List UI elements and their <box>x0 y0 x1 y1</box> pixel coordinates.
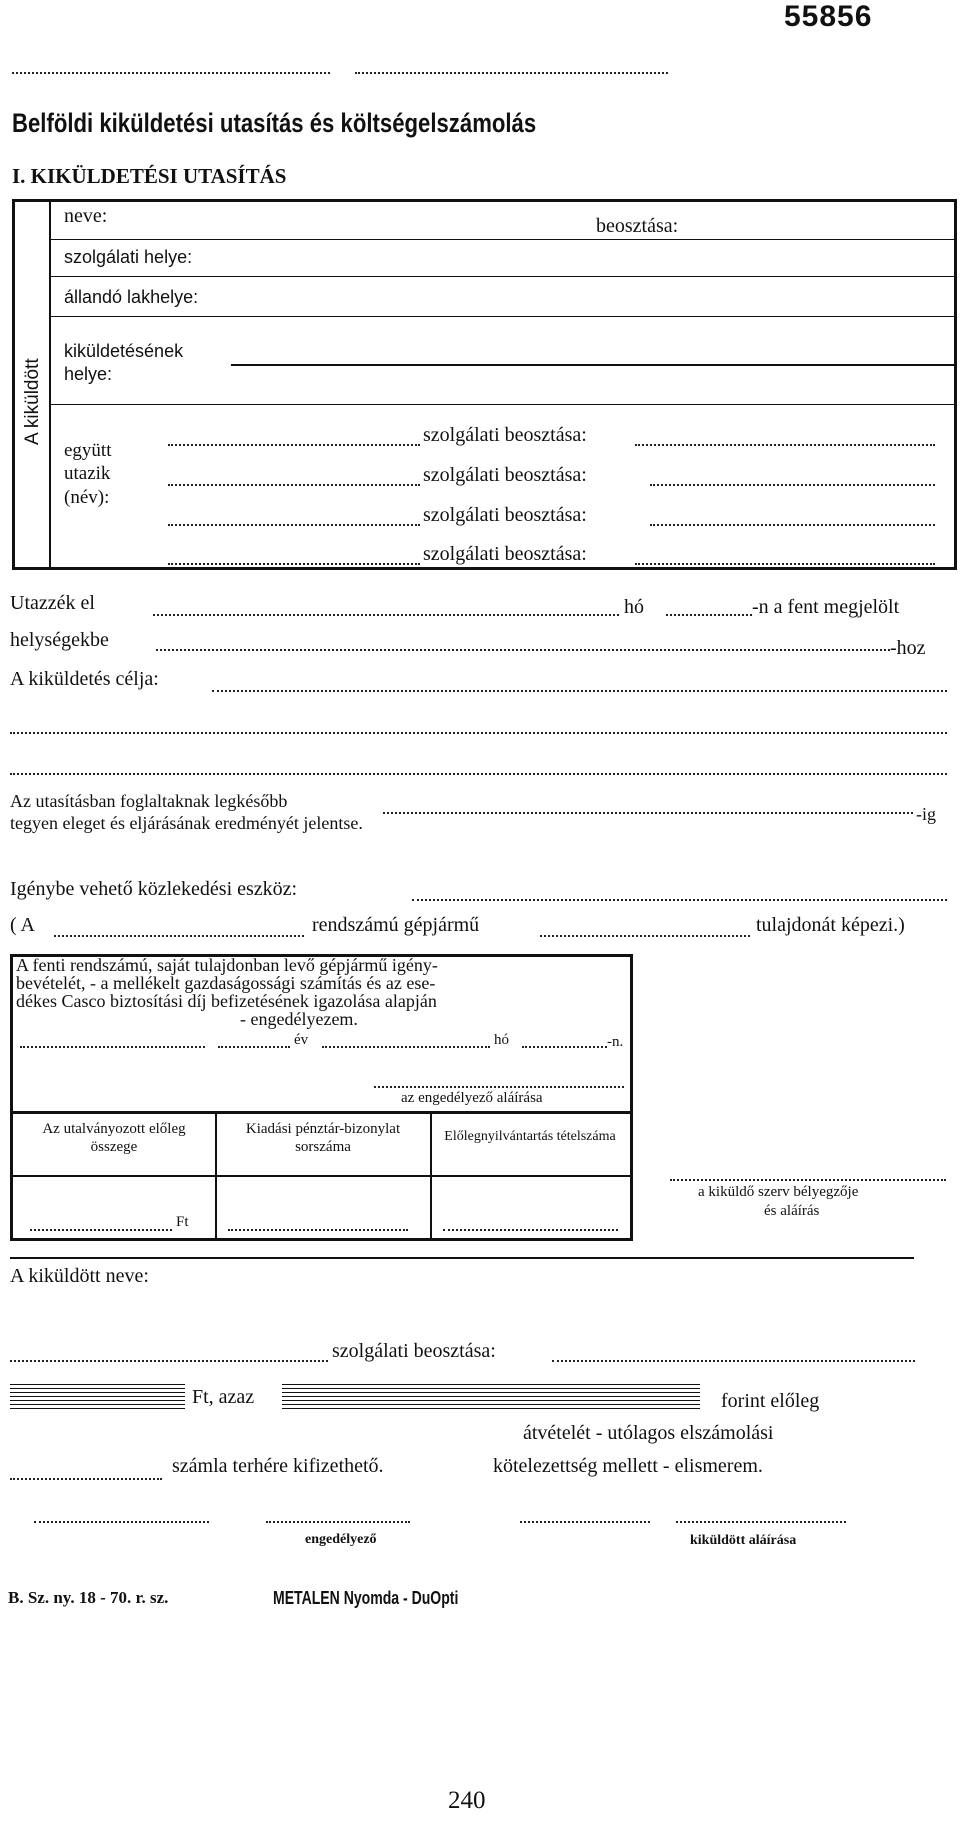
sent-signature-line[interactable] <box>676 1521 846 1523</box>
places-field[interactable] <box>156 649 890 651</box>
companion-name-field[interactable] <box>168 484 420 486</box>
transport-open-paren: ( A <box>10 914 35 936</box>
residence-label: állandó lakhelye: <box>64 287 199 307</box>
page-number: 240 <box>448 1787 486 1814</box>
permission-line-4: - engedélyezem. <box>240 1009 358 1029</box>
section-divider <box>10 1257 914 1259</box>
purpose-field[interactable] <box>212 690 947 692</box>
deadline-field[interactable] <box>383 812 913 814</box>
place-field[interactable] <box>20 1046 205 1048</box>
companion-name-field[interactable] <box>168 524 420 526</box>
companion-position-field[interactable] <box>650 524 935 526</box>
places-label: helységekbe <box>10 629 109 651</box>
deadline-label: Az utasításban foglaltaknak legkésőbb <box>10 791 288 811</box>
signature-field[interactable] <box>520 1521 650 1523</box>
approver-label: engedélyező <box>305 1532 377 1547</box>
advance-amount-header: Az utalványozott előleg összege <box>42 1121 186 1155</box>
service-position-label: szolgálati beosztása: <box>423 424 587 446</box>
deadline-text: tegyen eleget és eljárásának eredményét jelentse. <box>10 813 363 833</box>
month-field[interactable] <box>322 1046 490 1048</box>
transport-label: Igénybe vehető közlekedési eszköz: <box>10 878 298 900</box>
travels-with-label-3: (név): <box>64 487 110 508</box>
go-label: Utazzék el <box>10 592 95 614</box>
month-suffix: hó <box>624 596 644 618</box>
sent-position-label: szolgálati beosztása: <box>332 1340 496 1362</box>
sender-stamp-field[interactable] <box>670 1179 946 1181</box>
ledger-number-header: Előlegnyilvántartás tételszáma <box>444 1129 616 1144</box>
form-title: Belföldi kiküldetési utasítás és költségelszámolás <box>12 108 537 138</box>
day-field[interactable] <box>522 1046 607 1048</box>
sent-name-label: A kiküldött neve: <box>10 1265 149 1287</box>
travels-with-label-1: együtt <box>64 440 112 461</box>
section-title: I. KIKÜLDETÉSI UTASÍTÁS <box>12 164 287 188</box>
accept-label: átvételét - utólagos elszámolási <box>523 1422 774 1444</box>
sent-position-field[interactable] <box>552 1360 915 1362</box>
day-field[interactable] <box>666 614 752 616</box>
print-code: B. Sz. ny. 18 - 70. r. sz. <box>8 1588 169 1607</box>
day-suffix: -n a fent megjelölt <box>752 596 900 618</box>
ledger-number-field[interactable] <box>443 1229 618 1231</box>
position-label: beosztása: <box>596 215 679 237</box>
printer-name: METALEN Nyomda - DuOpti <box>273 1588 459 1608</box>
sent-signature-label: kiküldött aláírása <box>690 1533 797 1548</box>
row-divider <box>51 404 954 405</box>
sender-stamp-label-1: a kiküldő szerv bélyegzője <box>698 1184 859 1200</box>
service-position-label: szolgálati beosztása: <box>423 504 587 526</box>
deadline-suffix: -ig <box>916 804 936 824</box>
permission-line-2: bevételét, - a mellékelt gazdaságossági számítás és az ese- <box>16 973 436 993</box>
permission-line-1: A fenti rendszámú, saját tulajdonban levő gépjármű igény- <box>16 955 438 975</box>
permission-line-3: dékes Casco biztosítási díj befizetésének igazolása alapján <box>16 991 437 1011</box>
destination-label-2: helye: <box>64 364 113 384</box>
box-left-border <box>12 199 15 570</box>
signature-field[interactable] <box>34 1521 209 1523</box>
purpose-field[interactable] <box>10 732 947 734</box>
companion-position-field[interactable] <box>650 484 935 486</box>
approver-signature-label: az engedélyező aláírása <box>401 1090 543 1106</box>
receipt-number-field[interactable] <box>228 1229 408 1231</box>
companion-position-field[interactable] <box>635 563 935 565</box>
approver-signature-field[interactable] <box>374 1086 624 1088</box>
sender-stamp-label-2: és aláírás <box>764 1203 820 1219</box>
purpose-field[interactable] <box>10 773 947 775</box>
box-bottom-border <box>12 567 956 570</box>
forint-label: forint előleg <box>721 1390 820 1412</box>
row-divider <box>51 239 954 240</box>
account-label: számla terhére kifizethető. <box>172 1455 384 1477</box>
row-divider <box>51 276 954 277</box>
currency-label: Ft <box>176 1214 189 1230</box>
day-label: -n. <box>607 1034 624 1050</box>
month-label: hó <box>494 1032 509 1048</box>
purpose-label: A kiküldetés célja: <box>10 668 159 690</box>
destination-line[interactable] <box>231 364 954 366</box>
date-field[interactable] <box>153 614 619 616</box>
row-divider <box>51 316 954 317</box>
to-suffix: -hoz <box>890 637 926 659</box>
destination-label-1: kiküldetésének <box>64 341 184 361</box>
sent-name-field[interactable] <box>10 1360 328 1362</box>
table-row-divider <box>10 1175 633 1177</box>
box-top-border <box>12 199 956 202</box>
side-column-border <box>49 199 51 570</box>
service-position-label: szolgálati beosztása: <box>423 543 587 565</box>
receipt-number-header: Kiadási pénztár-bizonylat sorszáma <box>245 1121 401 1155</box>
workplace-label: szolgálati helye: <box>64 247 193 267</box>
owner-label: tulajdonát képezi.) <box>756 914 905 936</box>
plate-label: rendszámú gépjármű <box>312 914 480 936</box>
amount-number-field[interactable] <box>10 1384 185 1410</box>
obligation-label: kötelezettség mellett - elismerem. <box>493 1455 763 1477</box>
plate-number-field[interactable] <box>54 935 304 937</box>
year-field[interactable] <box>218 1046 290 1048</box>
companion-name-field[interactable] <box>168 563 420 565</box>
travels-with-label-2: utazik <box>64 463 111 484</box>
owner-field[interactable] <box>540 935 750 937</box>
header-dotted-line[interactable] <box>12 72 330 74</box>
transport-field[interactable] <box>412 899 947 901</box>
advance-amount-field[interactable] <box>30 1229 172 1231</box>
year-label: év <box>294 1032 309 1048</box>
name-label: neve: <box>64 205 108 227</box>
account-field[interactable] <box>10 1478 162 1480</box>
companion-position-field[interactable] <box>635 444 935 446</box>
header-dotted-line[interactable] <box>355 72 668 74</box>
side-label: A kiküldött <box>22 358 43 445</box>
form-number: 55856 <box>784 0 873 33</box>
approver-signature-line[interactable] <box>266 1521 410 1523</box>
box-right-border <box>954 199 957 570</box>
companion-name-field[interactable] <box>168 444 420 446</box>
amount-words-field[interactable] <box>282 1384 700 1410</box>
ft-azaz-label: Ft, azaz <box>192 1386 255 1408</box>
table-top-border <box>10 1111 633 1114</box>
service-position-label: szolgálati beosztása: <box>423 464 587 486</box>
